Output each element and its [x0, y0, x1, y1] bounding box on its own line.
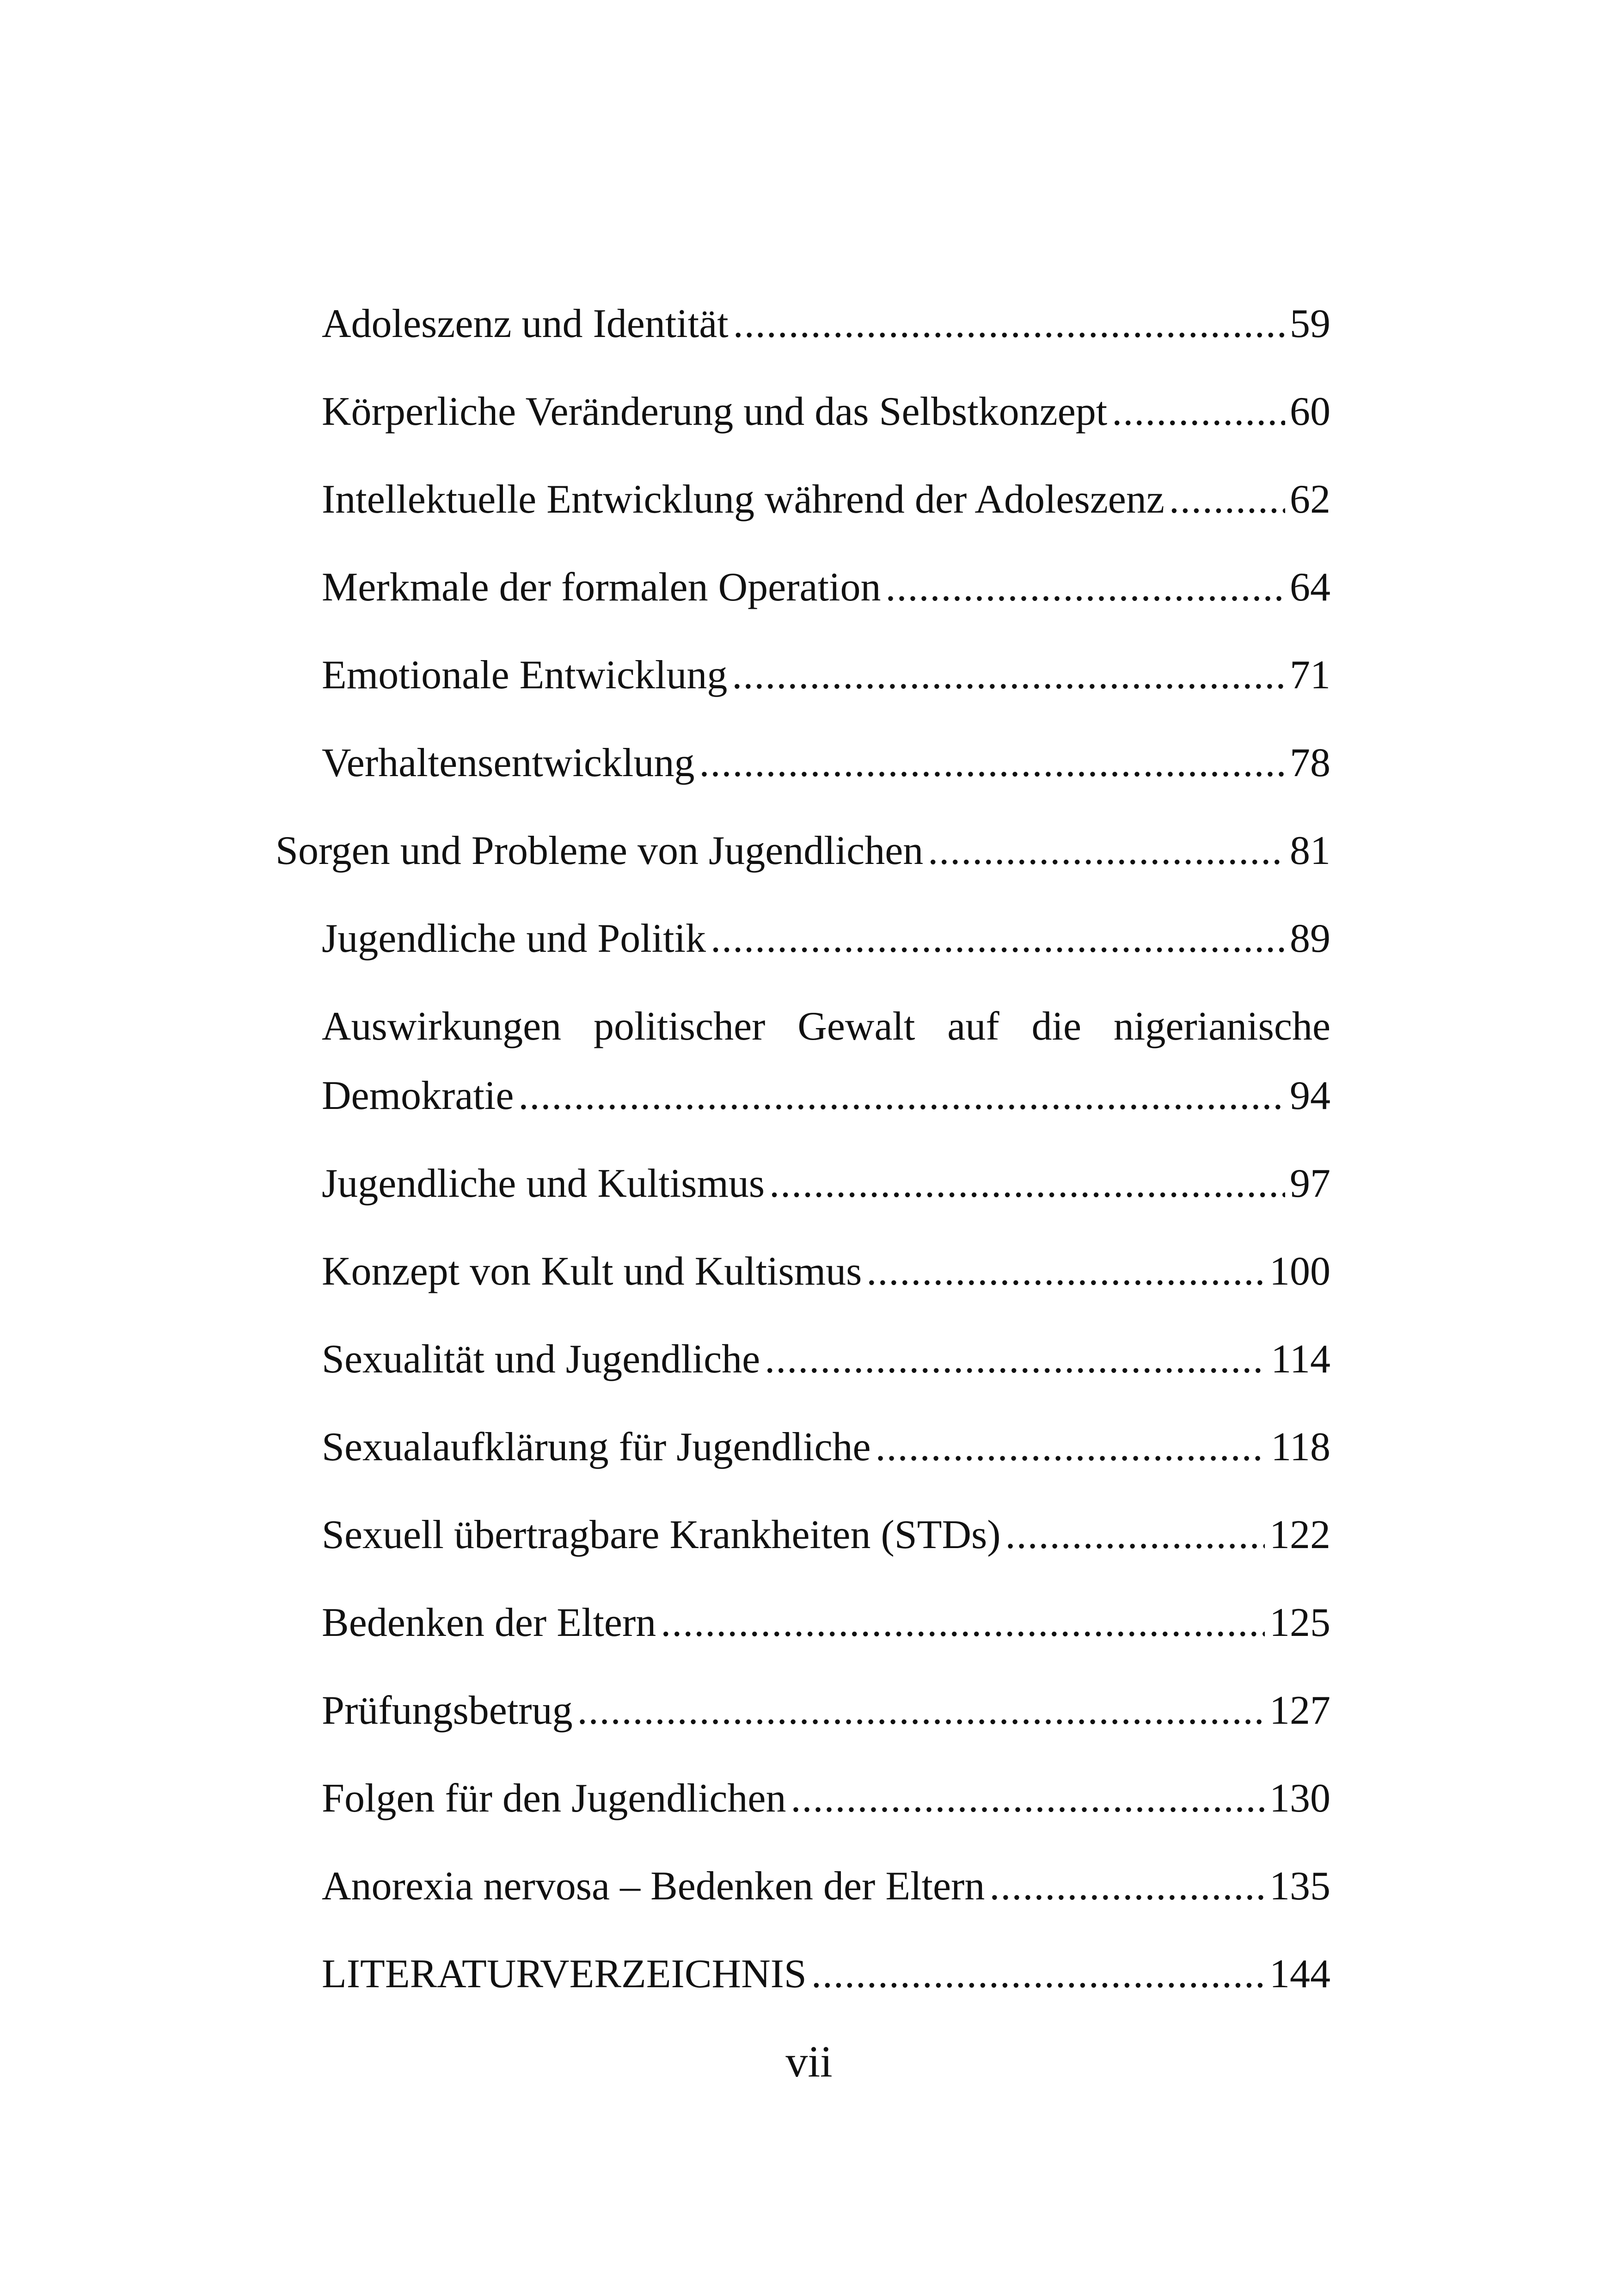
- toc-entry-page: 62: [1290, 477, 1330, 522]
- toc-entry[interactable]: [322, 1598, 1330, 1648]
- toc-entry-page: 130: [1269, 1776, 1330, 1821]
- toc-entry-title: Intellektuelle Entwicklung während der Adoleszenz: [322, 477, 1164, 522]
- toc-entry[interactable]: [322, 1773, 1330, 1824]
- dot-leader: [577, 1685, 1265, 1736]
- toc-entry-page: 59: [1290, 301, 1330, 346]
- toc-entry-title: LITERATURVERZEICHNIS: [322, 1952, 807, 1996]
- toc-entry-page: 81: [1290, 828, 1330, 873]
- toc-entry-page: 144: [1269, 1952, 1330, 1996]
- dot-leader: [711, 913, 1285, 964]
- toc-entry[interactable]: [322, 562, 1330, 613]
- toc-entry-page: 114: [1271, 1337, 1330, 1382]
- dot-leader: [791, 1773, 1265, 1824]
- toc-entry[interactable]: [322, 1422, 1330, 1473]
- dot-leader: [885, 562, 1285, 613]
- dot-leader: [866, 1246, 1265, 1297]
- toc-entry-page: 97: [1290, 1161, 1330, 1206]
- toc-entry-title: Jugendliche und Politik: [322, 916, 706, 961]
- toc-entry-page: 64: [1290, 565, 1330, 610]
- dot-leader: [769, 1158, 1285, 1209]
- toc-entry-page: 122: [1269, 1512, 1330, 1557]
- toc-entry-title-line2: Demokratie: [322, 1073, 514, 1118]
- toc-entry-page: 100: [1269, 1249, 1330, 1294]
- toc-entry-title: Körperliche Veränderung und das Selbstkonzept: [322, 389, 1108, 434]
- toc-entry-title: Konzept von Kult und Kultismus: [322, 1249, 862, 1294]
- toc-entry-page: 94: [1290, 1073, 1330, 1118]
- dot-leader: [732, 650, 1285, 701]
- toc-entry-title: Anorexia nervosa – Bedenken der Eltern: [322, 1864, 985, 1909]
- dot-leader: [699, 738, 1285, 789]
- toc-entry[interactable]: [322, 1071, 1330, 1121]
- toc-entry[interactable]: [322, 1510, 1330, 1561]
- dot-leader: [989, 1861, 1265, 1912]
- dot-leader: [876, 1422, 1267, 1473]
- toc-chapter-entry[interactable]: [276, 826, 1330, 876]
- dot-leader: [928, 826, 1285, 876]
- toc-entry[interactable]: [322, 474, 1330, 525]
- toc-entry[interactable]: [322, 1949, 1330, 2000]
- toc-entry-page: 127: [1269, 1688, 1330, 1733]
- dot-leader: [518, 1071, 1285, 1121]
- toc-entry-title: Bedenken der Eltern: [322, 1600, 656, 1645]
- toc-entry-title: Sexualaufklärung für Jugendliche: [322, 1425, 871, 1469]
- dot-leader: [733, 299, 1285, 349]
- toc-entry-page: 125: [1269, 1600, 1330, 1645]
- toc-entry-page: 118: [1271, 1425, 1330, 1469]
- toc-entry-title: Folgen für den Jugendlichen: [322, 1776, 786, 1821]
- toc-entry-title: Sexuell übertragbare Krankheiten (STDs): [322, 1512, 1001, 1557]
- toc-entry-title: Jugendliche und Kultismus: [322, 1161, 765, 1206]
- toc-entry-title: Merkmale der formalen Operation: [322, 565, 881, 610]
- dot-leader: [765, 1334, 1266, 1385]
- toc-entry[interactable]: [322, 913, 1330, 964]
- toc-entry-page: 60: [1290, 389, 1330, 434]
- toc-entry-page: 89: [1290, 916, 1330, 961]
- toc-entry[interactable]: [322, 1685, 1330, 1736]
- toc-entry-title: Sorgen und Probleme von Jugendlichen: [276, 828, 924, 873]
- toc-entry[interactable]: [322, 650, 1330, 701]
- toc-entry-page: 71: [1290, 653, 1330, 698]
- toc-entry-title: Verhaltensentwicklung: [322, 741, 695, 785]
- toc-entry-page: 78: [1290, 741, 1330, 785]
- dot-leader: [661, 1598, 1265, 1648]
- toc-entry[interactable]: [322, 738, 1330, 789]
- toc-entry[interactable]: [322, 1861, 1330, 1912]
- toc-entry-title: Emotionale Entwicklung: [322, 653, 728, 698]
- dot-leader: [1112, 386, 1285, 437]
- toc-entry-title: Adoleszenz und Identität: [322, 301, 729, 346]
- toc-entry[interactable]: [322, 1246, 1330, 1297]
- toc-entry[interactable]: [322, 386, 1330, 437]
- toc-entry[interactable]: [322, 1158, 1330, 1209]
- page-number: vii: [785, 2037, 833, 2086]
- dot-leader: [1005, 1510, 1265, 1561]
- toc-entry[interactable]: [322, 299, 1330, 349]
- toc-entry-title: Prüfungsbetrug: [322, 1688, 573, 1733]
- dot-leader: [811, 1949, 1265, 2000]
- toc-entry[interactable]: [322, 1334, 1330, 1385]
- toc-entry-title-line1[interactable]: Auswirkungen politischer Gewalt auf die nigerianische: [322, 1004, 1330, 1049]
- toc-entry-title: Sexualität und Jugendliche: [322, 1337, 760, 1382]
- dot-leader: [1169, 474, 1285, 525]
- toc-entry-page: 135: [1269, 1864, 1330, 1909]
